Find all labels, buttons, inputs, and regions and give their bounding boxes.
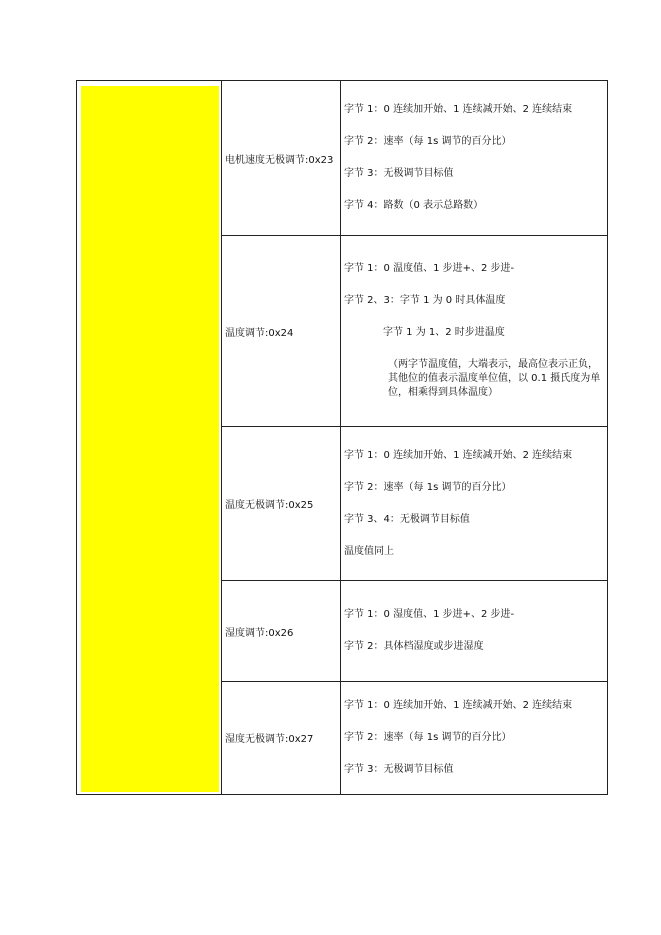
description-line: 字节 3、4：无极调节目标值 <box>344 513 470 525</box>
description-line: 字节 1：0 温度值、1 步进+、2 步进- <box>344 263 515 275</box>
description-cell <box>341 426 608 580</box>
description-cell <box>341 236 608 427</box>
description-line: 字节 3：无极调节目标值 <box>344 168 454 180</box>
description-cell <box>341 581 608 681</box>
protocol-table <box>76 80 608 795</box>
description-line: 字节 2：速率（每 1s 调节的百分比） <box>344 731 512 743</box>
description-line: （两字节温度值，大端表示，最高位表示正负，其他位的值表示温度单位值，以 0.1 摄氏度为单位，相乘得到具体温度） <box>388 359 601 399</box>
description-cell <box>341 681 608 794</box>
description-line: 字节 2：速率（每 1s 调节的百分比） <box>344 136 512 148</box>
description-line: 字节 1：0 连续加开始、1 连续减开始、2 连续结束 <box>344 449 573 461</box>
description-line: 字节 3：无极调节目标值 <box>344 763 454 775</box>
description-line: 字节 2：具体档湿度或步进湿度 <box>344 641 484 652</box>
function-cell: 湿度无极调节:0x27 <box>222 681 341 794</box>
description-line: 字节 2：速率（每 1s 调节的百分比） <box>344 481 512 493</box>
description-line: 字节 2、3：字节 1 为 0 时具体温度 <box>344 295 506 307</box>
description-line: 字节 1：0 连续加开始、1 连续减开始、2 连续结束 <box>344 699 573 711</box>
function-cell: 温度无极调节:0x25 <box>222 426 341 580</box>
description-line: 字节 1 为 1、2 时步进温度 <box>383 327 505 339</box>
function-cell: 温度调节:0x24 <box>222 236 341 427</box>
yellow-highlight <box>81 86 219 792</box>
description-line: 字节 1：0 连续加开始、1 连续减开始、2 连续结束 <box>344 104 573 116</box>
highlight-cell <box>77 81 222 795</box>
description-cell <box>341 81 608 236</box>
function-cell: 电机速度无极调节:0x23 <box>222 81 341 236</box>
function-cell: 湿度调节:0x26 <box>222 581 341 681</box>
description-line: 温度值同上 <box>344 545 394 557</box>
description-line: 字节 1：0 湿度值、1 步进+、2 步进- <box>344 609 515 620</box>
description-line: 字节 4：路数（0 表示总路数） <box>344 200 484 212</box>
table-row <box>77 81 608 236</box>
